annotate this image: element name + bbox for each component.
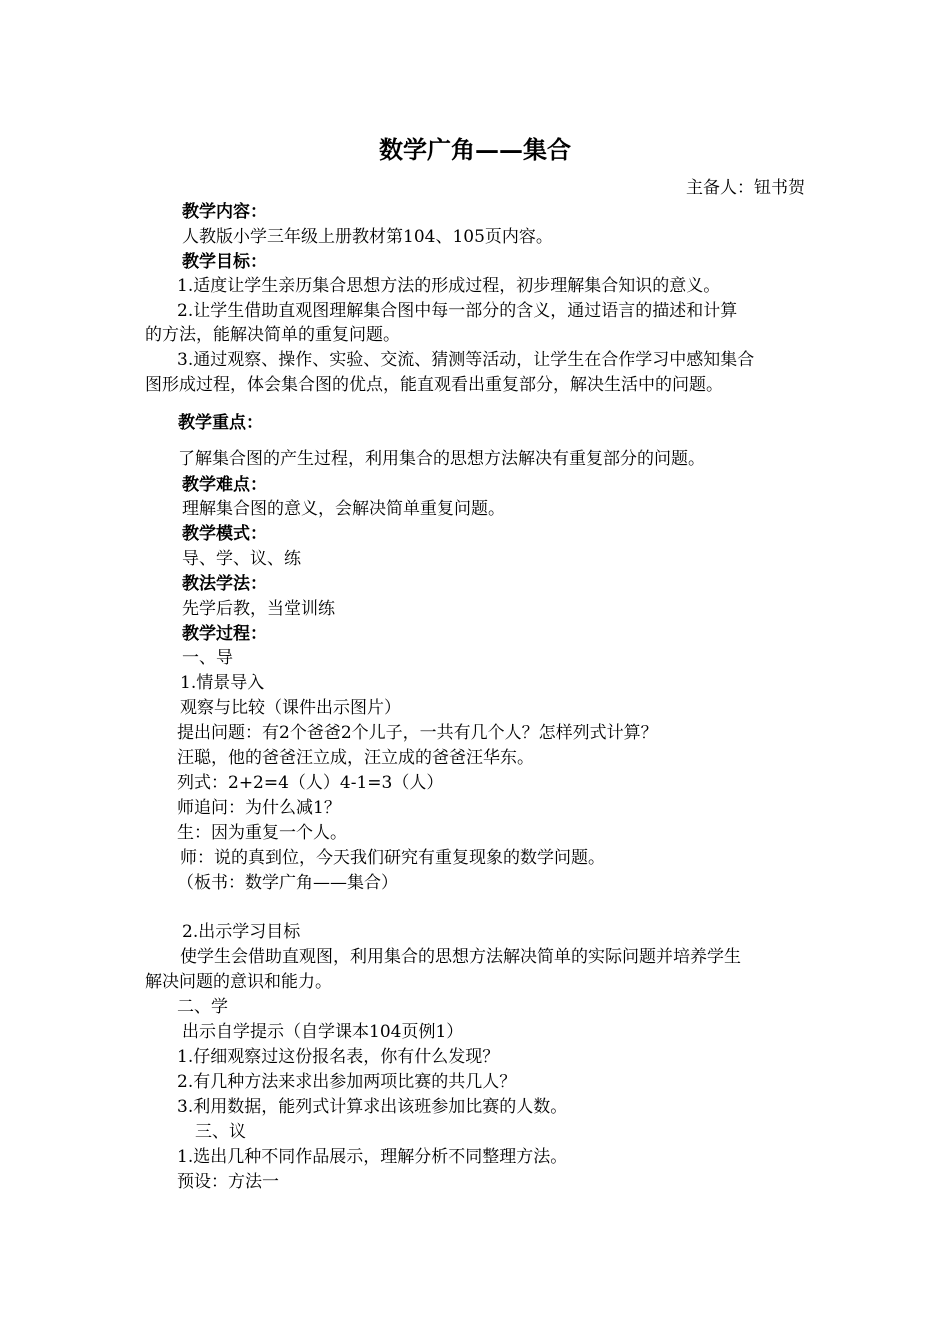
process-line: 师：说的真到位，今天我们研究有重复现象的数学问题。 [180,848,605,868]
difficulty-text: 理解集合图的意义，会解决简单重复问题。 [182,499,505,519]
process-line: （板书：数学广角——集合） [177,873,398,893]
goal-2-line-1: 2.让学生借助直观图理解集合图中每一部分的含义，通过语言的描述和计算 [177,301,738,321]
goal-1: 1.适度让学生亲历集合思想方法的形成过程，初步理解集合知识的意义。 [177,276,721,296]
process-line: 1.选出几种不同作品展示，理解分析不同整理方法。 [177,1147,568,1167]
goal-3-line-1: 3.通过观察、操作、实验、交流、猜测等活动，让学生在合作学习中感知集合 [177,350,755,370]
page-title: 数学广角——集合 [379,135,571,164]
process-line: 使学生会借助直观图，利用集合的思想方法解决简单的实际问题并培养学生 [180,947,741,967]
content-text: 人教版小学三年级上册教材第104、105页内容。 [182,227,553,247]
process-line: 列式：2+2=4（人）4-1=3（人） [177,773,444,793]
process-line: 师追问：为什么减1？ [177,798,341,818]
process-line: 提出问题：有2个爸爸2个儿子，一共有几个人？怎样列式计算？ [177,723,658,743]
method-text: 先学后教，当堂训练 [182,599,335,619]
goal-3-line-2: 图形成过程，体会集合图的优点，能直观看出重复部分，解决生活中的问题。 [145,375,723,395]
process-line: 2.有几种方法来求出参加两项比赛的共几人？ [177,1072,517,1092]
process-line: 观察与比较（课件出示图片） [180,698,401,718]
heading-method: 教法学法： [182,574,267,594]
heading-difficulty: 教学难点： [182,475,267,495]
process-line: 解决问题的意识和能力。 [145,972,332,992]
process-line: 1.情景导入 [180,673,265,693]
heading-goals: 教学目标： [182,252,267,272]
process-line: 出示自学提示（自学课本104页例1） [182,1022,464,1042]
heading-key-point: 教学重点： [178,413,263,433]
heading-content: 教学内容： [182,202,267,222]
process-line: 汪聪，他的爸爸汪立成，汪立成的爸爸汪华东。 [177,748,534,768]
heading-process: 教学过程： [182,624,267,644]
author-line: 主备人：钮书贺 [686,178,805,198]
process-line: 预设：方法一 [177,1172,279,1192]
heading-mode: 教学模式： [182,524,267,544]
goal-2-line-2: 的方法，能解决简单的重复问题。 [145,325,400,345]
key-point-text: 了解集合图的产生过程，利用集合的思想方法解决有重复部分的问题。 [178,449,705,469]
process-line: 3.利用数据，能列式计算求出该班参加比赛的人数。 [177,1097,568,1117]
mode-text: 导、学、议、练 [182,549,301,569]
process-line: 二、学 [177,997,228,1017]
process-line: 1.仔细观察过这份报名表，你有什么发现？ [177,1047,500,1067]
process-line: 生：因为重复一个人。 [177,823,347,843]
process-line: 三、议 [195,1122,246,1142]
process-line: 2.出示学习目标 [182,922,301,942]
process-line: 一、导 [182,648,233,668]
